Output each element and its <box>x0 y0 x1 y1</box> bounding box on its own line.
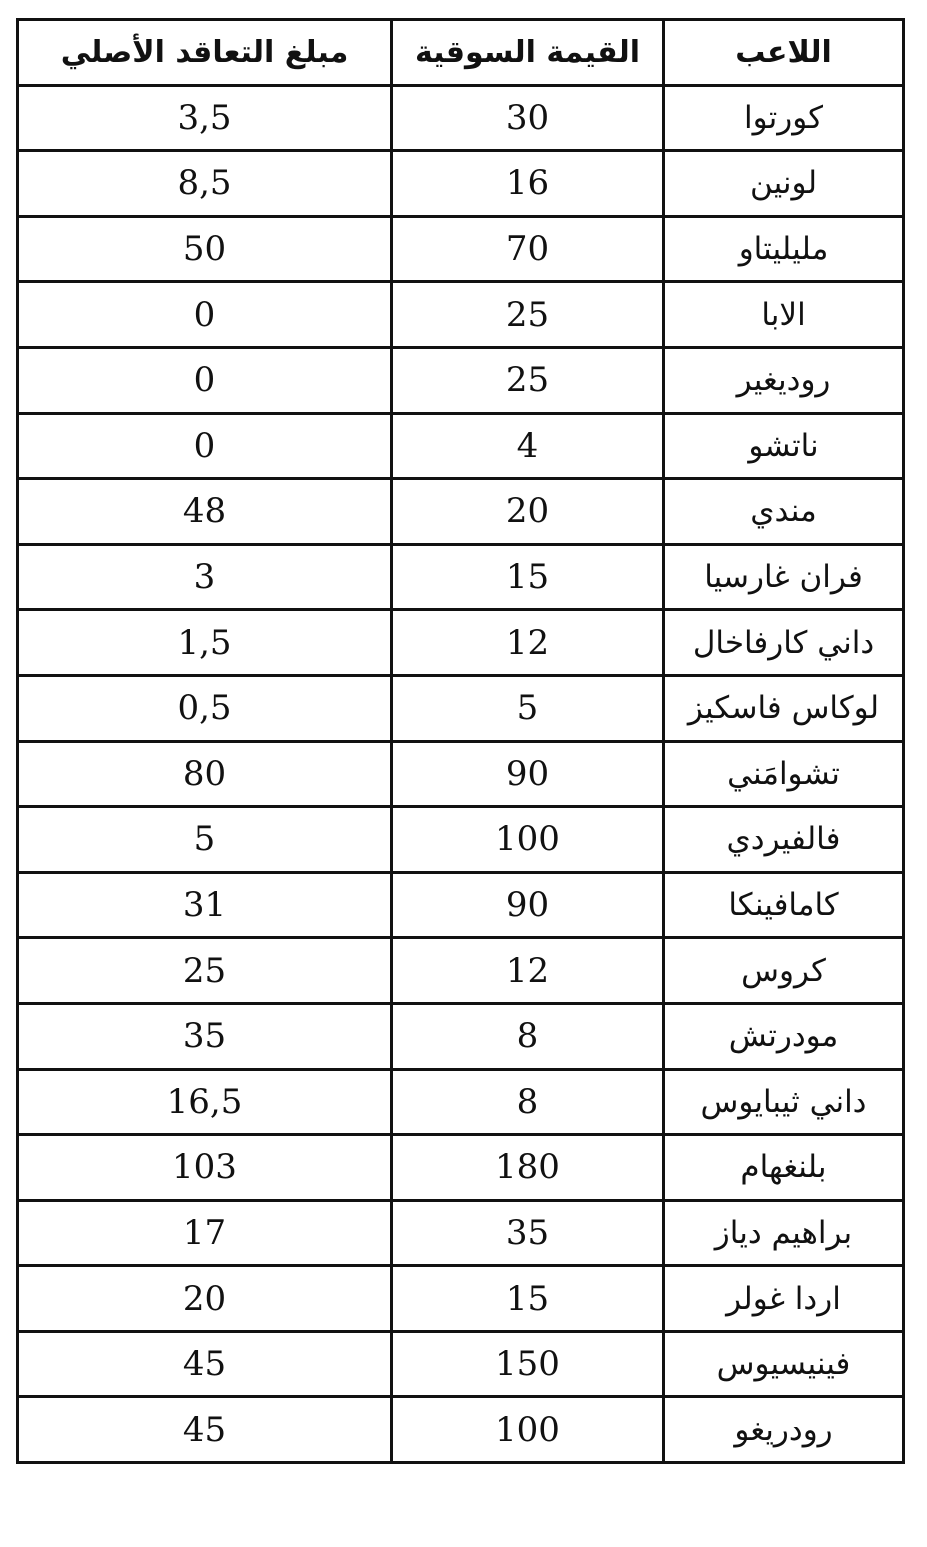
cell-player-name: الابا <box>664 282 904 348</box>
table-row <box>18 938 904 1004</box>
cell-contract: 48 <box>18 479 392 545</box>
cell-contract: 25 <box>18 938 392 1004</box>
table-body <box>18 85 904 1462</box>
cell-contract: 45 <box>18 1397 392 1463</box>
table-header <box>18 20 904 86</box>
cell-contract: 103 <box>18 1135 392 1201</box>
cell-market-value: 30 <box>392 85 664 151</box>
cell-market-value: 25 <box>392 282 664 348</box>
header-contract: مبلغ التعاقد الأصلي <box>18 20 392 86</box>
cell-player-name: داني كارفاخال <box>664 610 904 676</box>
cell-player-name: داني ثيبايوس <box>664 1069 904 1135</box>
cell-market-value: 70 <box>392 216 664 282</box>
header-market-value: القيمة السوقية <box>392 20 664 86</box>
table-row <box>18 347 904 413</box>
cell-market-value: 180 <box>392 1135 664 1201</box>
cell-player-name: كامافينكا <box>664 872 904 938</box>
table-row <box>18 1397 904 1463</box>
table-row <box>18 544 904 610</box>
cell-market-value: 8 <box>392 1069 664 1135</box>
cell-contract: 20 <box>18 1266 392 1332</box>
cell-market-value: 4 <box>392 413 664 479</box>
cell-contract: 31 <box>18 872 392 938</box>
cell-market-value: 12 <box>392 610 664 676</box>
cell-player-name: مودرتش <box>664 1003 904 1069</box>
cell-player-name: بلنغهام <box>664 1135 904 1201</box>
cell-market-value: 20 <box>392 479 664 545</box>
table-row <box>18 1135 904 1201</box>
table-row <box>18 85 904 151</box>
header-row <box>18 20 904 86</box>
table-row <box>18 1266 904 1332</box>
cell-contract: 50 <box>18 216 392 282</box>
cell-market-value: 35 <box>392 1200 664 1266</box>
table-row <box>18 872 904 938</box>
cell-contract: 8,5 <box>18 151 392 217</box>
cell-contract: 5 <box>18 807 392 873</box>
cell-player-name: مليليتاو <box>664 216 904 282</box>
cell-market-value: 5 <box>392 675 664 741</box>
cell-contract: 0 <box>18 282 392 348</box>
table-row <box>18 1003 904 1069</box>
cell-market-value: 15 <box>392 1266 664 1332</box>
cell-contract: 45 <box>18 1331 392 1397</box>
cell-player-name: لوكاس فاسكيز <box>664 675 904 741</box>
cell-contract: 0 <box>18 413 392 479</box>
cell-market-value: 15 <box>392 544 664 610</box>
cell-contract: 0 <box>18 347 392 413</box>
cell-market-value: 25 <box>392 347 664 413</box>
table-row <box>18 1200 904 1266</box>
cell-player-name: كورتوا <box>664 85 904 151</box>
cell-market-value: 8 <box>392 1003 664 1069</box>
table-row <box>18 282 904 348</box>
table-row <box>18 675 904 741</box>
cell-player-name: رودريغو <box>664 1397 904 1463</box>
cell-contract: 1,5 <box>18 610 392 676</box>
cell-player-name: فالفيردي <box>664 807 904 873</box>
table-row <box>18 1331 904 1397</box>
table-row <box>18 413 904 479</box>
cell-player-name: مندي <box>664 479 904 545</box>
cell-market-value: 12 <box>392 938 664 1004</box>
cell-player-name: فران غارسيا <box>664 544 904 610</box>
cell-player-name: فينيسيوس <box>664 1331 904 1397</box>
table-row <box>18 1069 904 1135</box>
cell-player-name: براهيم دياز <box>664 1200 904 1266</box>
table-row <box>18 610 904 676</box>
table-row <box>18 151 904 217</box>
players-table <box>16 18 905 1464</box>
cell-contract: 3,5 <box>18 85 392 151</box>
cell-contract: 17 <box>18 1200 392 1266</box>
cell-contract: 80 <box>18 741 392 807</box>
header-player: اللاعب <box>664 20 904 86</box>
table-row <box>18 479 904 545</box>
cell-market-value: 100 <box>392 1397 664 1463</box>
cell-player-name: روديغير <box>664 347 904 413</box>
table-row <box>18 216 904 282</box>
cell-market-value: 16 <box>392 151 664 217</box>
table-row <box>18 807 904 873</box>
cell-contract: 0,5 <box>18 675 392 741</box>
cell-player-name: تشوامَني <box>664 741 904 807</box>
cell-market-value: 150 <box>392 1331 664 1397</box>
cell-player-name: ناتشو <box>664 413 904 479</box>
cell-player-name: كروس <box>664 938 904 1004</box>
cell-contract: 35 <box>18 1003 392 1069</box>
table-row <box>18 741 904 807</box>
cell-player-name: لونين <box>664 151 904 217</box>
cell-market-value: 100 <box>392 807 664 873</box>
cell-contract: 16,5 <box>18 1069 392 1135</box>
cell-market-value: 90 <box>392 741 664 807</box>
cell-player-name: اردا غولر <box>664 1266 904 1332</box>
cell-contract: 3 <box>18 544 392 610</box>
cell-market-value: 90 <box>392 872 664 938</box>
